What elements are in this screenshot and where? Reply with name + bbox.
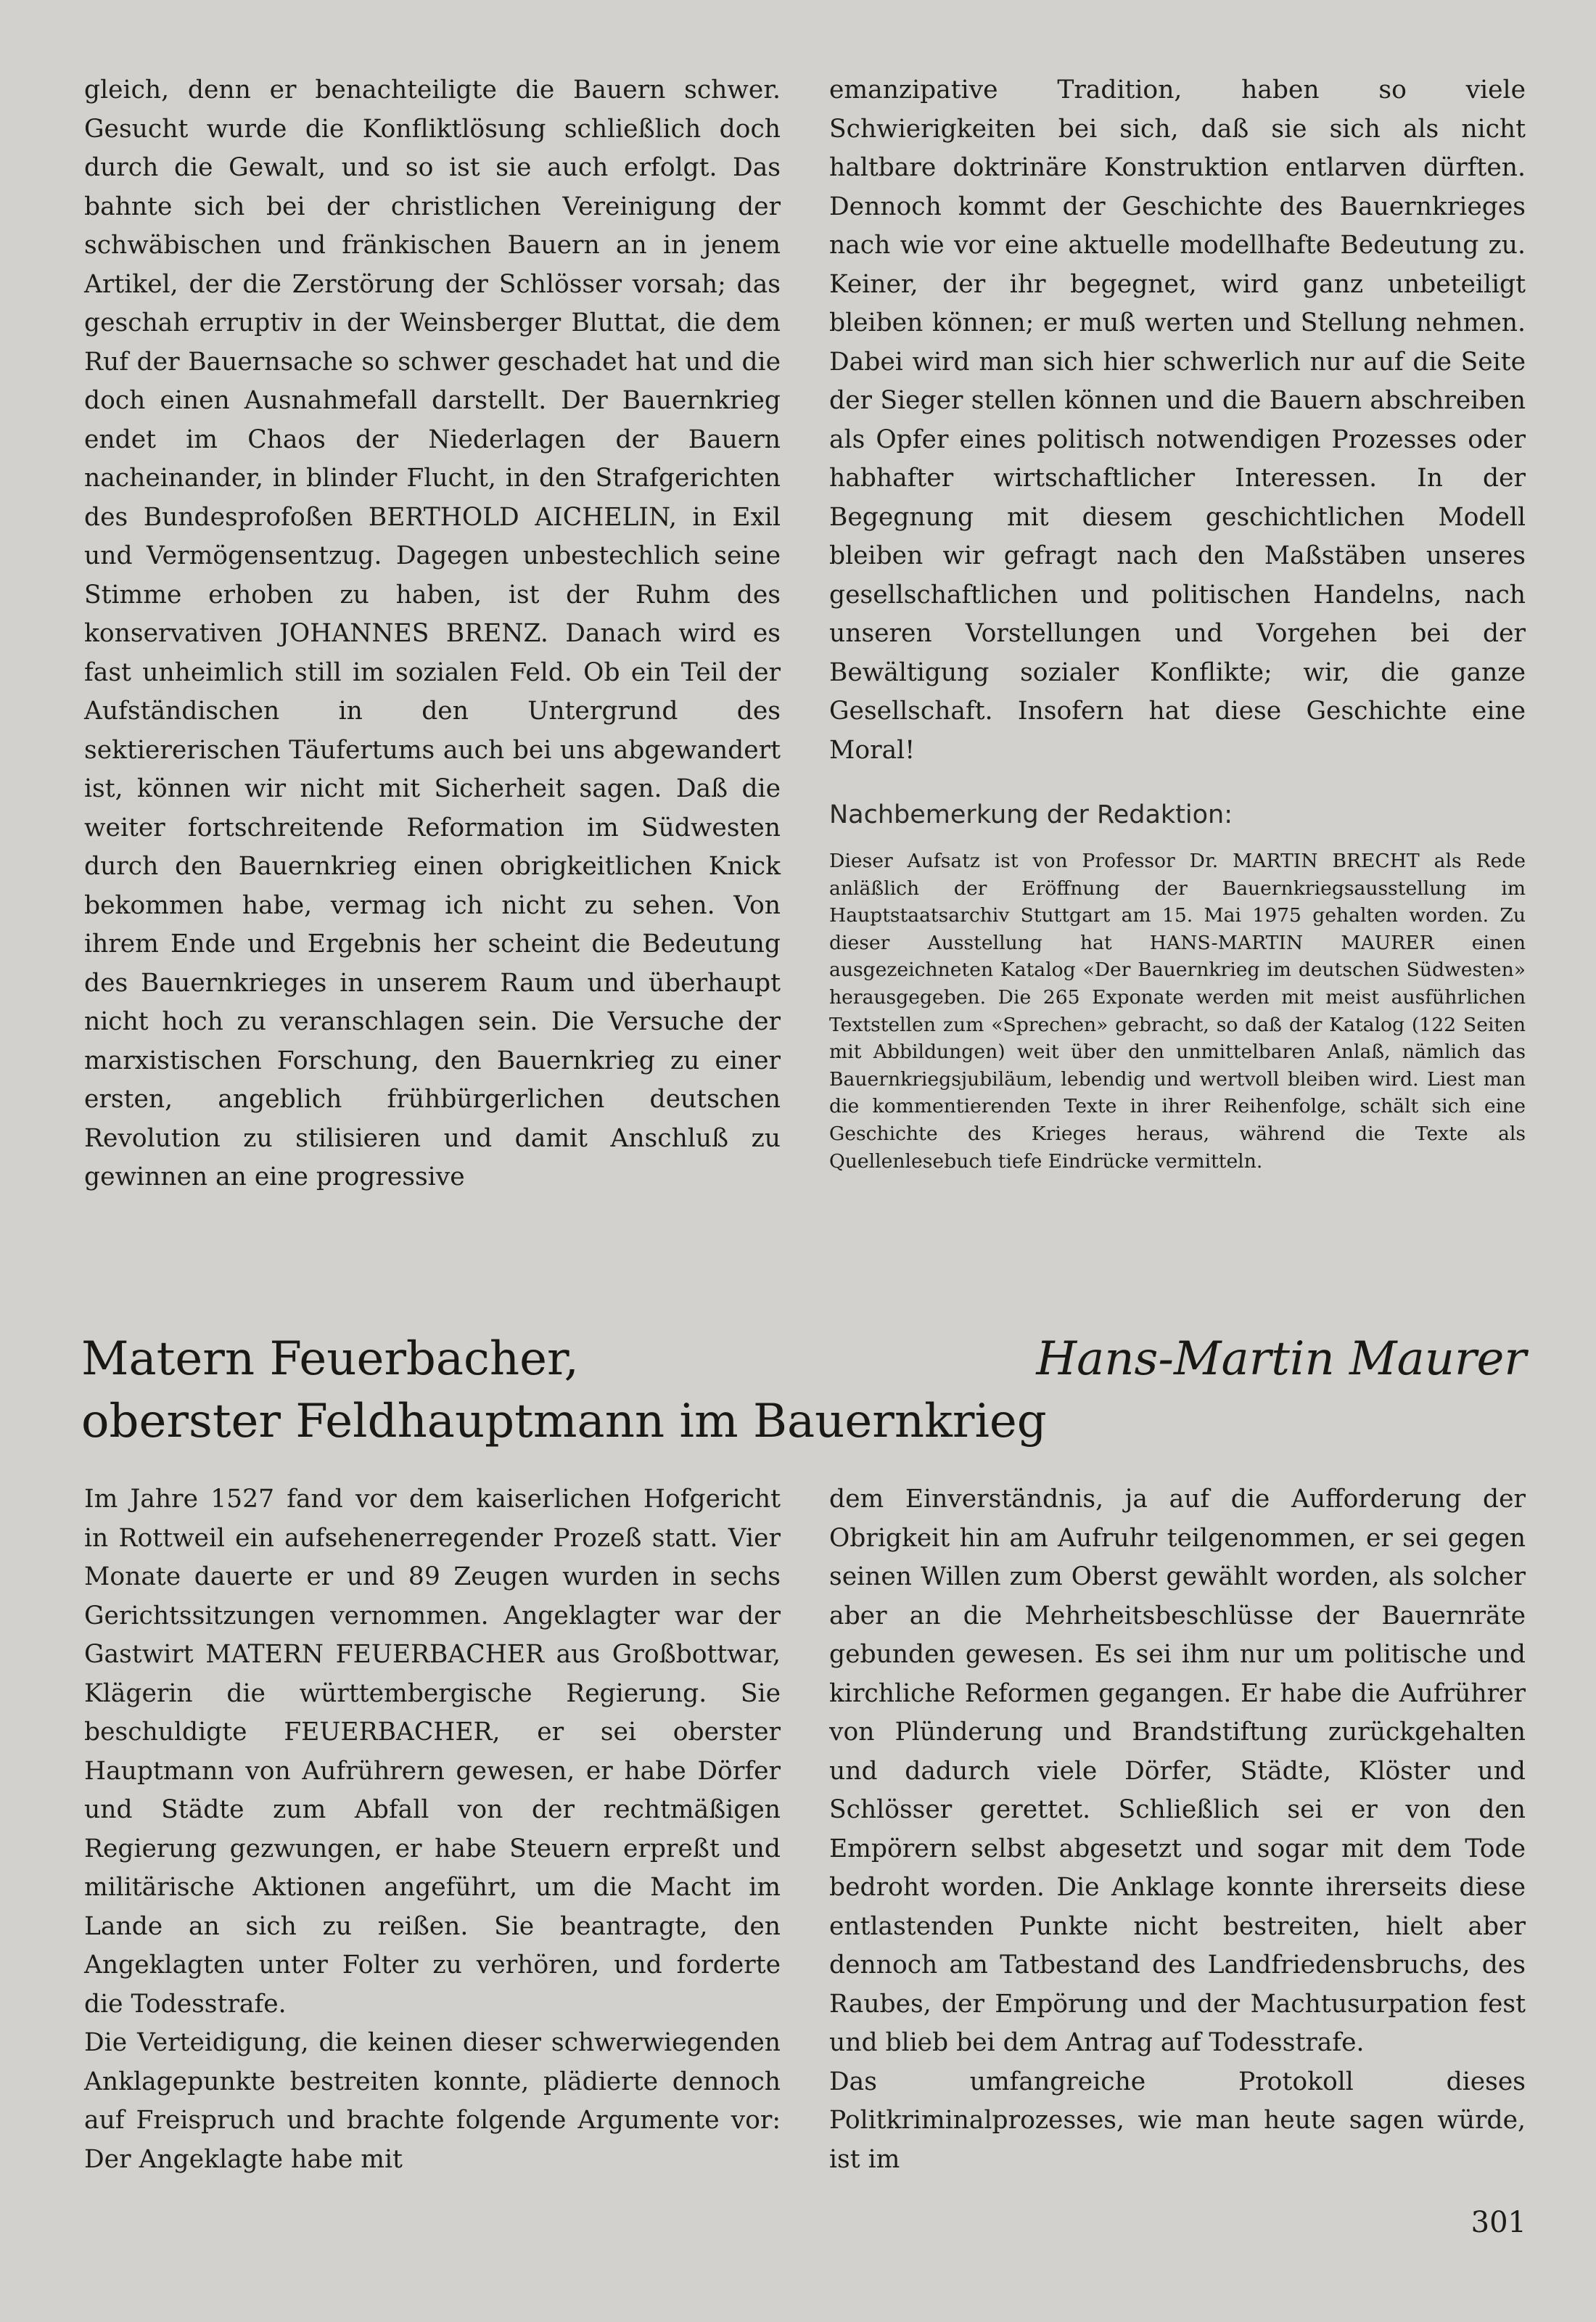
lower-right-column [829,1480,1526,2179]
article-title-line-1: Matern Feuerbacher, [81,1332,579,1386]
body-paragraph: Die Verteidigung, die keinen dieser schwerwiegenden Anklagepunkte bestreiten konnte, plädierte dennoch auf Freispruch und brachte folgende Argumente vor: Der Angeklagte habe mit [84,2028,781,2174]
body-paragraph: Das umfangreiche Protokoll dieses Politkriminalprozesses, wie man heute sagen würde, ist im [829,2067,1526,2174]
body-paragraph: dem Einverständnis, ja auf die Aufforderung der Obrigkeit hin am Aufruhr teilgenommen, er sei gegen seinen Willen zum Oberst gewählt worden, als solcher aber an die Mehrheitsbeschlüsse der Bauernräte gebunden gewesen. Es sei ihm nur um politische und kirchliche Reformen gegangen. Er habe die Aufrührer von Plünderung und Brandstiftung zurückgehalten und dadurch viele Dörfer, Städte, Klöster und Schlösser gerettet. Schließlich sei er von den Empörern selbst abgesetzt und sogar mit dem Tode bedroht worden. Die Anklage konnte ihrerseits diese entlastenden Punkte nicht bestreiten, hielt aber dennoch am Tatbestand des Landfriedensbruchs, des Raubes, der Empörung und der Machtusurpation fest und blieb bei dem Antrag auf Todesstrafe. [829,1485,1526,2057]
editorial-note-text: Dieser Aufsatz ist von Professor Dr. MARTIN BRECHT als Rede anläßlich der Eröffnung der Bauernkriegsausstellung im Hauptstaatsarchiv Stuttgart am 15. Mai 1975 gehalten worden. Zu dieser Ausstellung hat HANS-MARTIN MAURER einen ausgezeichneten Katalog «Der Bauernkrieg im deutschen Südwesten» herausgegeben. Die 265 Exponate werden mit meist ausführlichen Textstellen zum «Sprechen» gebracht, so daß der Katalog (122 Seiten mit Abbildungen) weit über den unmittelbaren Anlaß, nämlich das Bauernkriegsjubiläum, lebendig und wertvoll bleiben wird. Liest man die kommentierenden Texte in ihrer Reihenfolge, schält sich eine Geschichte des Krieges heraus, während die Texte als Quellenlesebuch tiefe Eindrücke vermitteln. [829,850,1526,1173]
editorial-note-heading: Nachbemerkung der Redaktion: [829,800,1233,829]
lower-left-column [84,1480,781,2179]
upper-left-column [84,71,781,1197]
article-title-line-2: oberster Feldhauptmann im Bauernkrieg [81,1395,1047,1448]
body-paragraph: emanzipative Tradition, haben so viele Schwierigkeiten bei sich, daß sie sich als nicht haltbare doktrinäre Konstruktion entlarven dürften. Dennoch kommt der Geschichte des Bauernkrieges nach wie vor eine aktuelle modellhafte Bedeutung zu. Keiner, der ihr begegnet, wird ganz unbeteiligt bleiben können; er muß werten und Stellung nehmen. Dabei wird man sich hier schwerlich nur auf die Seite der Sieger stellen können und die Bauern abschreiben als Opfer eines politisch notwendigen Prozesses oder habhafter wirtschaftlicher Interessen. In der Begegnung mit diesem geschichtlichen Modell bleiben wir gefragt nach den Maßstäben unseres gesellschaftlichen und politischen Handelns, nach unseren Vorstellungen und Vorgehen bei der Bewältigung sozialer Konflikte; wir, die ganze Gesellschaft. Insofern hat diese Geschichte eine Moral! [829,75,1526,765]
editorial-note-body [829,848,1526,1175]
article-author: Hans-Martin Maurer [1036,1332,1526,1386]
body-paragraph: Im Jahre 1527 fand vor dem kaiserlichen Hofgericht in Rottweil ein aufsehenerregender Prozeß statt. Vier Monate dauerte er und 89 Zeugen wurden in sechs Gerichtssitzungen vernommen. Angeklagter war der Gastwirt MATERN FEUERBACHER aus Großbottwar, Klägerin die württembergische Regierung. Sie beschuldigte FEUERBACHER, er sei oberster Hauptmann von Aufrührern gewesen, er habe Dörfer und Städte zum Abfall von der rechtmäßigen Regierung gezwungen, er habe Steuern erpreßt und militärische Aktionen angeführt, um die Macht im Lande an sich zu reißen. Sie beantragte, den Angeklagten unter Folter zu verhören, und forderte die Todesstrafe. [84,1485,781,2019]
upper-right-column [829,71,1526,770]
page-number: 301 [1470,2206,1526,2239]
body-paragraph: gleich, denn er benachteiligte die Bauern schwer. Gesucht wurde die Konfliktlösung schließlich doch durch die Gewalt, und so ist sie auch erfolgt. Das bahnte sich bei der christlichen Vereinigung der schwäbischen und fränkischen Bauern an in jenem Artikel, der die Zerstörung der Schlösser vorsah; das geschah erruptiv in der Weinsberger Bluttat, die dem Ruf der Bauernsache so schwer geschadet hat und die doch einen Ausnahmefall darstellt. Der Bauernkrieg endet im Chaos der Niederlagen der Bauern nacheinander, in blinder Flucht, in den Strafgerichten des Bundesprofoßen BERTHOLD AICHELIN, in Exil und Vermögensentzug. Dagegen unbestechlich seine Stimme erhoben zu haben, ist der Ruhm des konservativen JOHANNES BRENZ. Danach wird es fast unheimlich still im sozialen Feld. Ob ein Teil der Aufständischen in den Untergrund des sektiererischen Täufertums auch bei uns abgewandert ist, können wir nicht mit Sicherheit sagen. Daß die weiter fortschreitende Reformation im Südwesten durch den Bauernkrieg einen obrigkeitlichen Knick bekommen habe, vermag ich nicht zu sehen. Von ihrem Ende und Ergebnis her scheint die Bedeutung des Bauernkrieges in unserem Raum und überhaupt nicht hoch zu veranschlagen sein. Die Versuche der marxistischen Forschung, den Bauernkrieg zu einer ersten, angeblich frühbürgerlichen deutschen Revolution zu stilisieren und damit Anschluß zu gewinnen an eine progressive [84,75,781,1191]
